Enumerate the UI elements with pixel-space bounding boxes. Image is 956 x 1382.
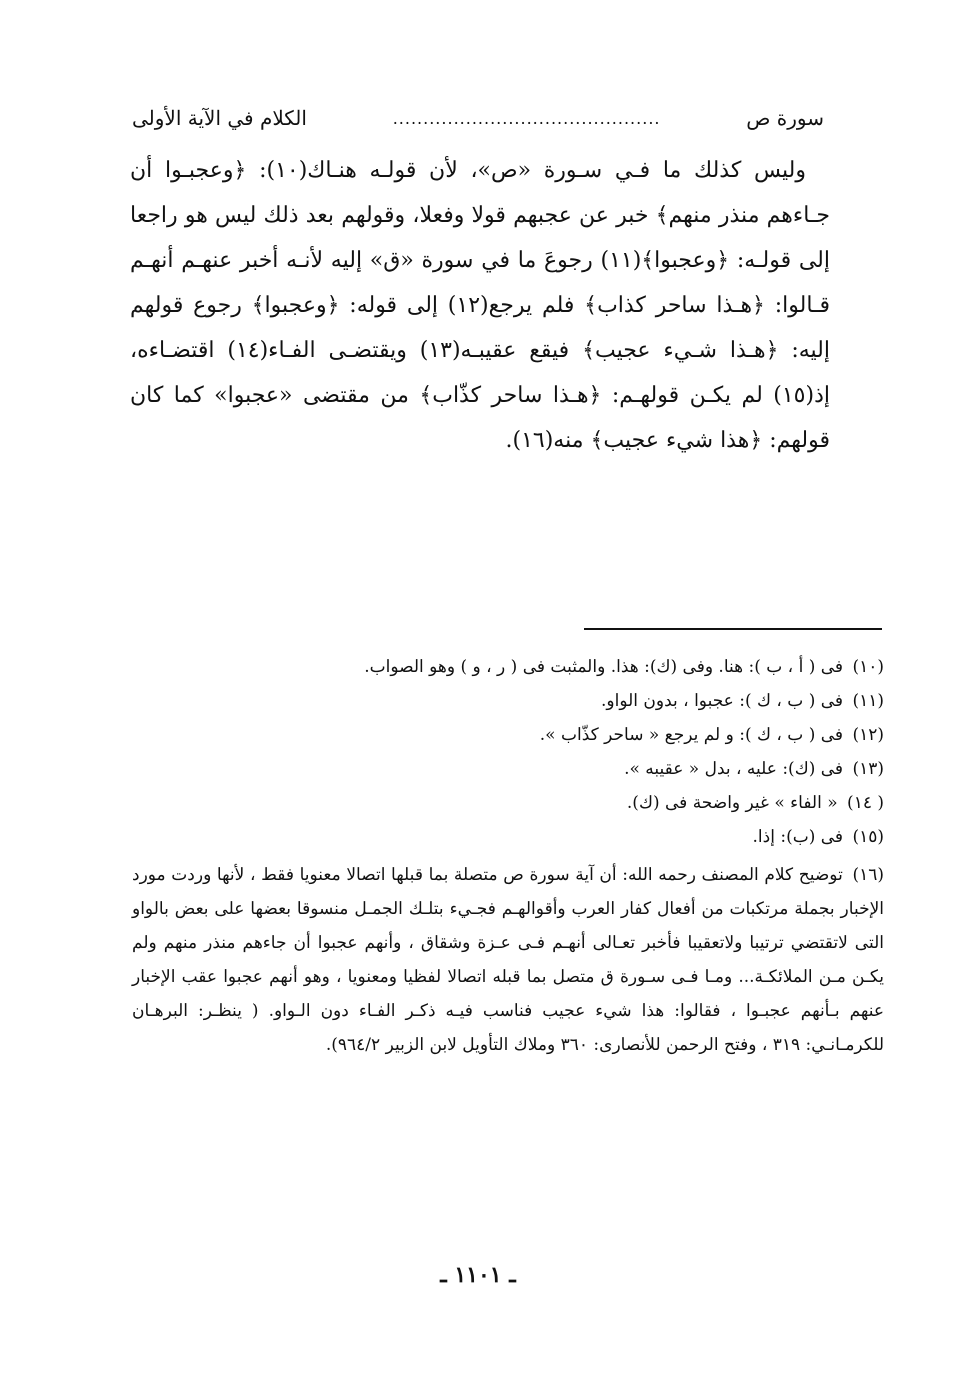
header-dot-leader: ............................................: [392, 108, 661, 128]
footnote-10: [132, 656, 884, 678]
footnote-text: فى (ك): عليه ، بدل « عقيبه ».: [624, 759, 844, 779]
footnote-11: [132, 690, 884, 712]
main-paragraph: وليس كذلك ما فـي سـورة «ص»، لأن قولـه هنـاك(١٠): ﴿وعجبـوا أن جـاءهم منذر منهم﴾ خبر عن عجبهم قولا وفعلا، وقولهم بعد ذلك ليس هو راجعا إلى قولـه: ﴿وعجبوا﴾(١١) رجوعَ ما في سورة «ق» إليه لأنـه أخبر عنهـم أنهـم قـالوا: ﴿هـذا ساحر كذاب﴾ فلم يرجع(١٢) إلى قوله: ﴿وعجبوا﴾ رجوع قولهم إليه: ﴿هـذا شـيء عجيب﴾ فيقع عقيبـه(١٣) ويقتضـى الفـاء(١٤) اقتضـاءه، إذ(١٥) لم يكـن قولهـم: ﴿هـذا ساحر كذّاب﴾ من مقتضى «عجبوا» كما كان قولهم: ﴿هذا شيء عجيب﴾ منه(١٦).: [130, 158, 830, 453]
running-header: [132, 100, 824, 136]
footnote-text: فى ( ب ، ك ): عجبوا ، بدون الواو.: [601, 691, 844, 711]
main-text: [130, 148, 830, 463]
footnote-15: [132, 826, 884, 848]
footnote-number: (١٢): [852, 725, 884, 745]
footnote-14: [132, 792, 884, 814]
footnote-16: [132, 858, 884, 1062]
footnote-number: (١١): [852, 691, 884, 711]
footnote-number: (١٥): [852, 827, 884, 847]
footnote-number: ( ١٤): [847, 793, 884, 813]
header-section-title: الكلام في الآية الأولى: [132, 106, 307, 130]
footnote-number: (١٦): [852, 865, 885, 885]
header-sura-name: سورة ص: [746, 106, 824, 130]
footnotes: [132, 656, 884, 1074]
footnote-text: فى ( ب ، ك ): و لم يرجع « ساحر كذّاب ».: [539, 725, 844, 745]
footnote-text: « الفاء » غير واضحة فى (ك).: [626, 793, 838, 813]
footnote-number: (١٣): [852, 759, 884, 779]
footnote-12: [132, 724, 884, 746]
footnote-13: [132, 758, 884, 780]
footnote-text: فى ( أ ، ب ): هنا. وفى (ك): هذا. والمثبت فى ( ر ، و ) وهو الصواب.: [364, 657, 844, 677]
page-number: ـ ١١٠١ ـ: [440, 1262, 516, 1288]
footnote-separator: [584, 628, 882, 630]
footnote-number: (١٠): [852, 657, 884, 677]
footnote-text: توضيح كلام المصنف رحمه الله: أن آية سورة ص متصلة بما قبلها اتصالا معنويا فقط ، لأنها وردت مورد الإخبار بجملة مرتكبات من أفعال كفار العرب وأقوالهـم فجـيء بتلـك الجمـل منسوقا بعضها على بعض بالواو التى لاتقتضي ترتيبا ولاتعقيبا فأخبر تعـالى أنهـم فـى عـزة وشقاق ، وأنهم عجبوا أن جاءهم منذر منهم ولم يكـن مـن الملائكـة... ومـا فـى سـورة ق متصل بما قبله اتصالا لفظيا ومعنويا ، وهو أنهم عجبوا عقب الإخبار عنهم بـأنهم عجبـوا ، فقالوا: هذا شيء عجيب فناسب فيـه ذكـر الفـاء دون الـواو. ( ينظـر: البرهـان للكرمـانـي: ٣١٩ ، وفتح الرحمن للأنصارى: ٣٦٠ وملاك التأويل لابن الزبير ٩٦٤/٢).: [132, 865, 884, 1055]
footnote-text: فى (ب): إذا.: [752, 827, 844, 847]
